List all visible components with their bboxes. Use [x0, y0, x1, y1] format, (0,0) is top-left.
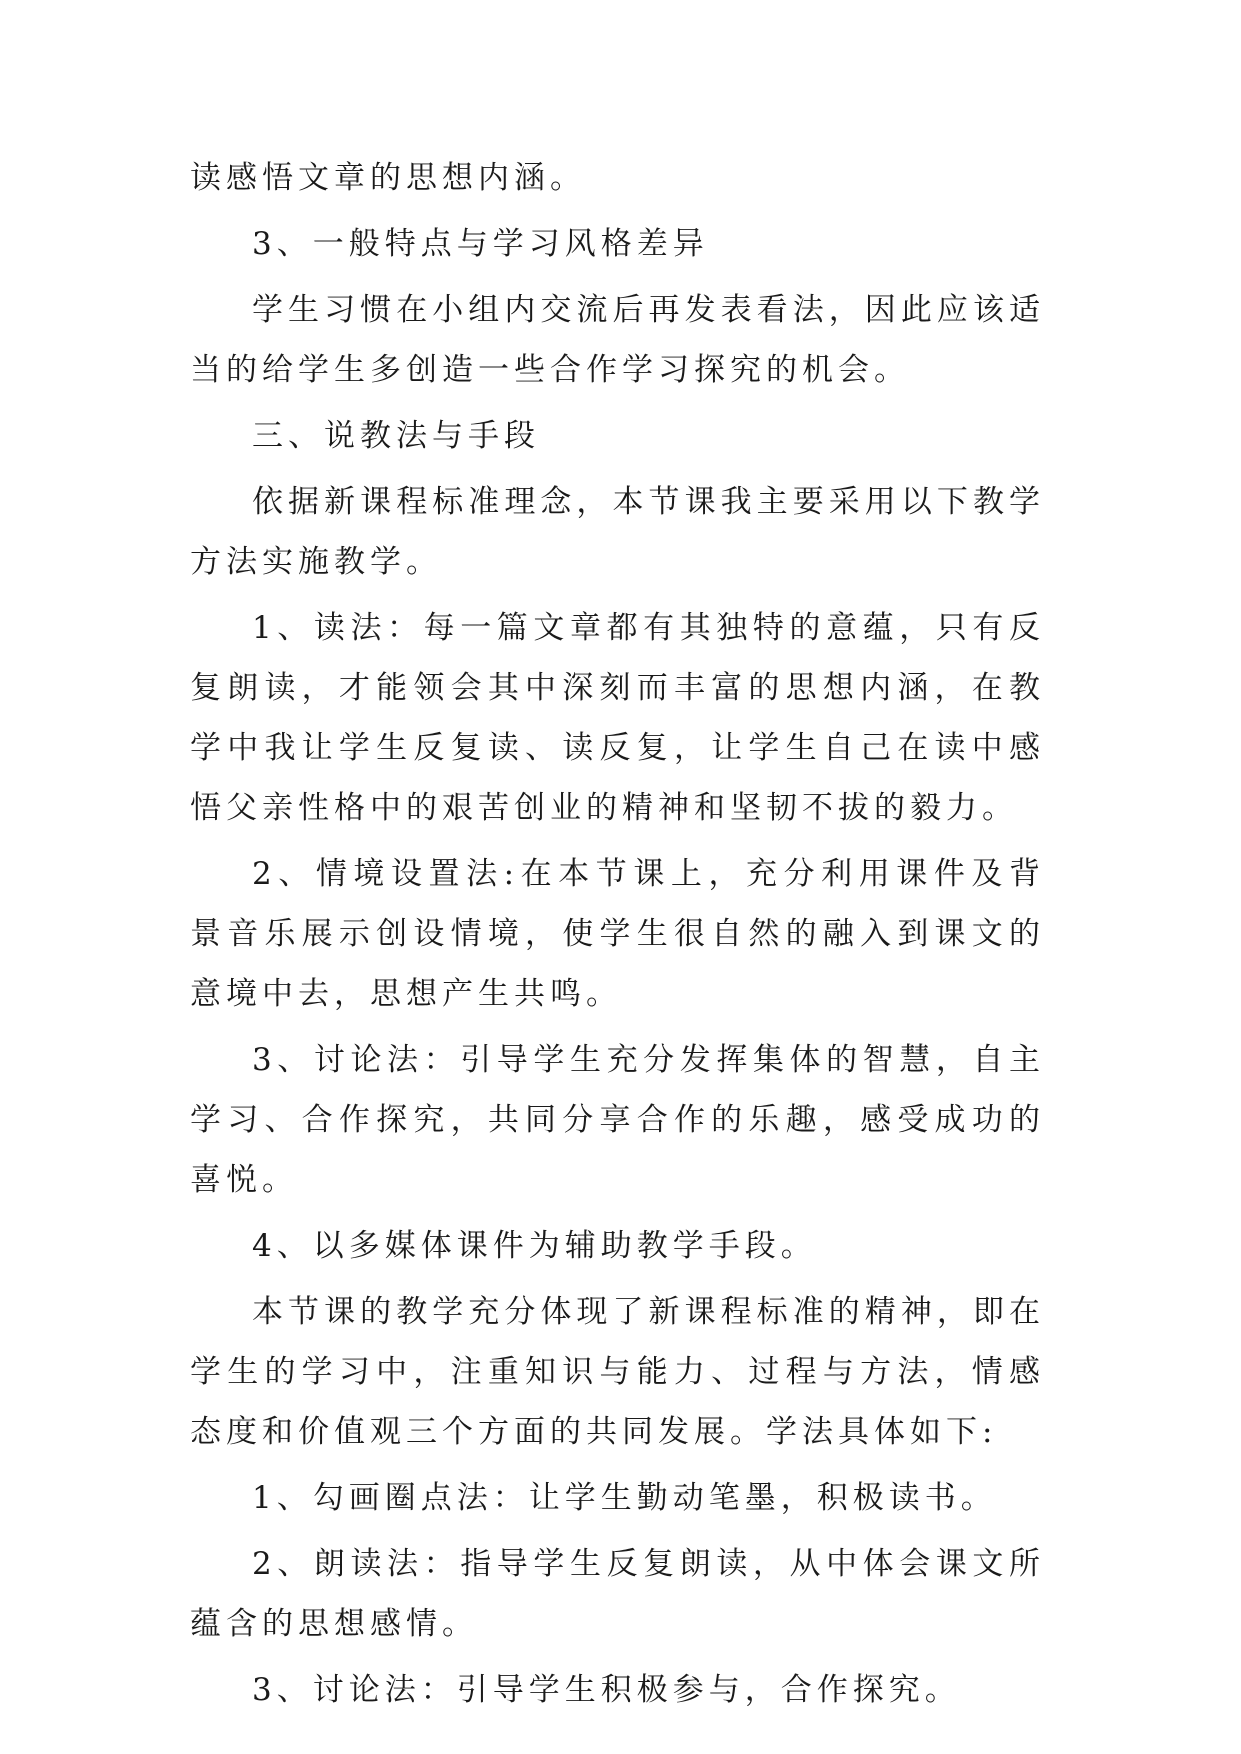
- paragraph-continuation: 读感悟文章的思想内涵。: [190, 160, 586, 196]
- paragraph-read-aloud-method: 2、朗读法：指导学生反复朗读，从中体会课文所蕴含的思想感情。: [190, 1546, 1045, 1642]
- paragraph-discussion-learning-method: 3、讨论法：引导学生积极参与，合作探究。: [252, 1672, 961, 1708]
- paragraph-group-discussion: 学生习惯在小组内交流后再发表看法，因此应该适当的给学生多创造一些合作学习探究的机会。: [190, 292, 1045, 388]
- paragraph-annotation-method: 1、勾画圈点法：让学生勤动笔墨，积极读书。: [252, 1480, 997, 1516]
- paragraph-situation-method: 2、情境设置法:在本节课上，充分利用课件及背景音乐展示创设情境，使学生很自然的融入到课文的意境中去，思想产生共鸣。: [190, 856, 1045, 1012]
- paragraph-discussion-method: 3、讨论法：引导学生充分发挥集体的智慧，自主学习、合作探究，共同分享合作的乐趣，感受成功的喜悦。: [190, 1042, 1045, 1198]
- paragraph-methods-intro: 依据新课程标准理念，本节课我主要采用以下教学方法实施教学。: [190, 484, 1045, 580]
- paragraph-learning-methods-intro: 本节课的教学充分体现了新课程标准的精神，即在学生的学习中，注重知识与能力、过程与方法，情感态度和价值观三个方面的共同发展。学法具体如下:: [190, 1294, 1045, 1450]
- paragraph-reading-method: 1、读法：每一篇文章都有其独特的意蕴，只有反复朗读，才能领会其中深刻而丰富的思想内涵，在教学中我让学生反复读、读反复，让学生自己在读中感悟父亲性格中的艰苦创业的精神和坚韧不拔的毅力。: [190, 610, 1045, 826]
- paragraph-multimedia-method: 4、以多媒体课件为辅助教学手段。: [252, 1228, 817, 1264]
- subheading-learning-style: 3、一般特点与学习风格差异: [252, 226, 709, 262]
- section-heading-teaching-methods: 三、说教法与手段: [252, 418, 540, 454]
